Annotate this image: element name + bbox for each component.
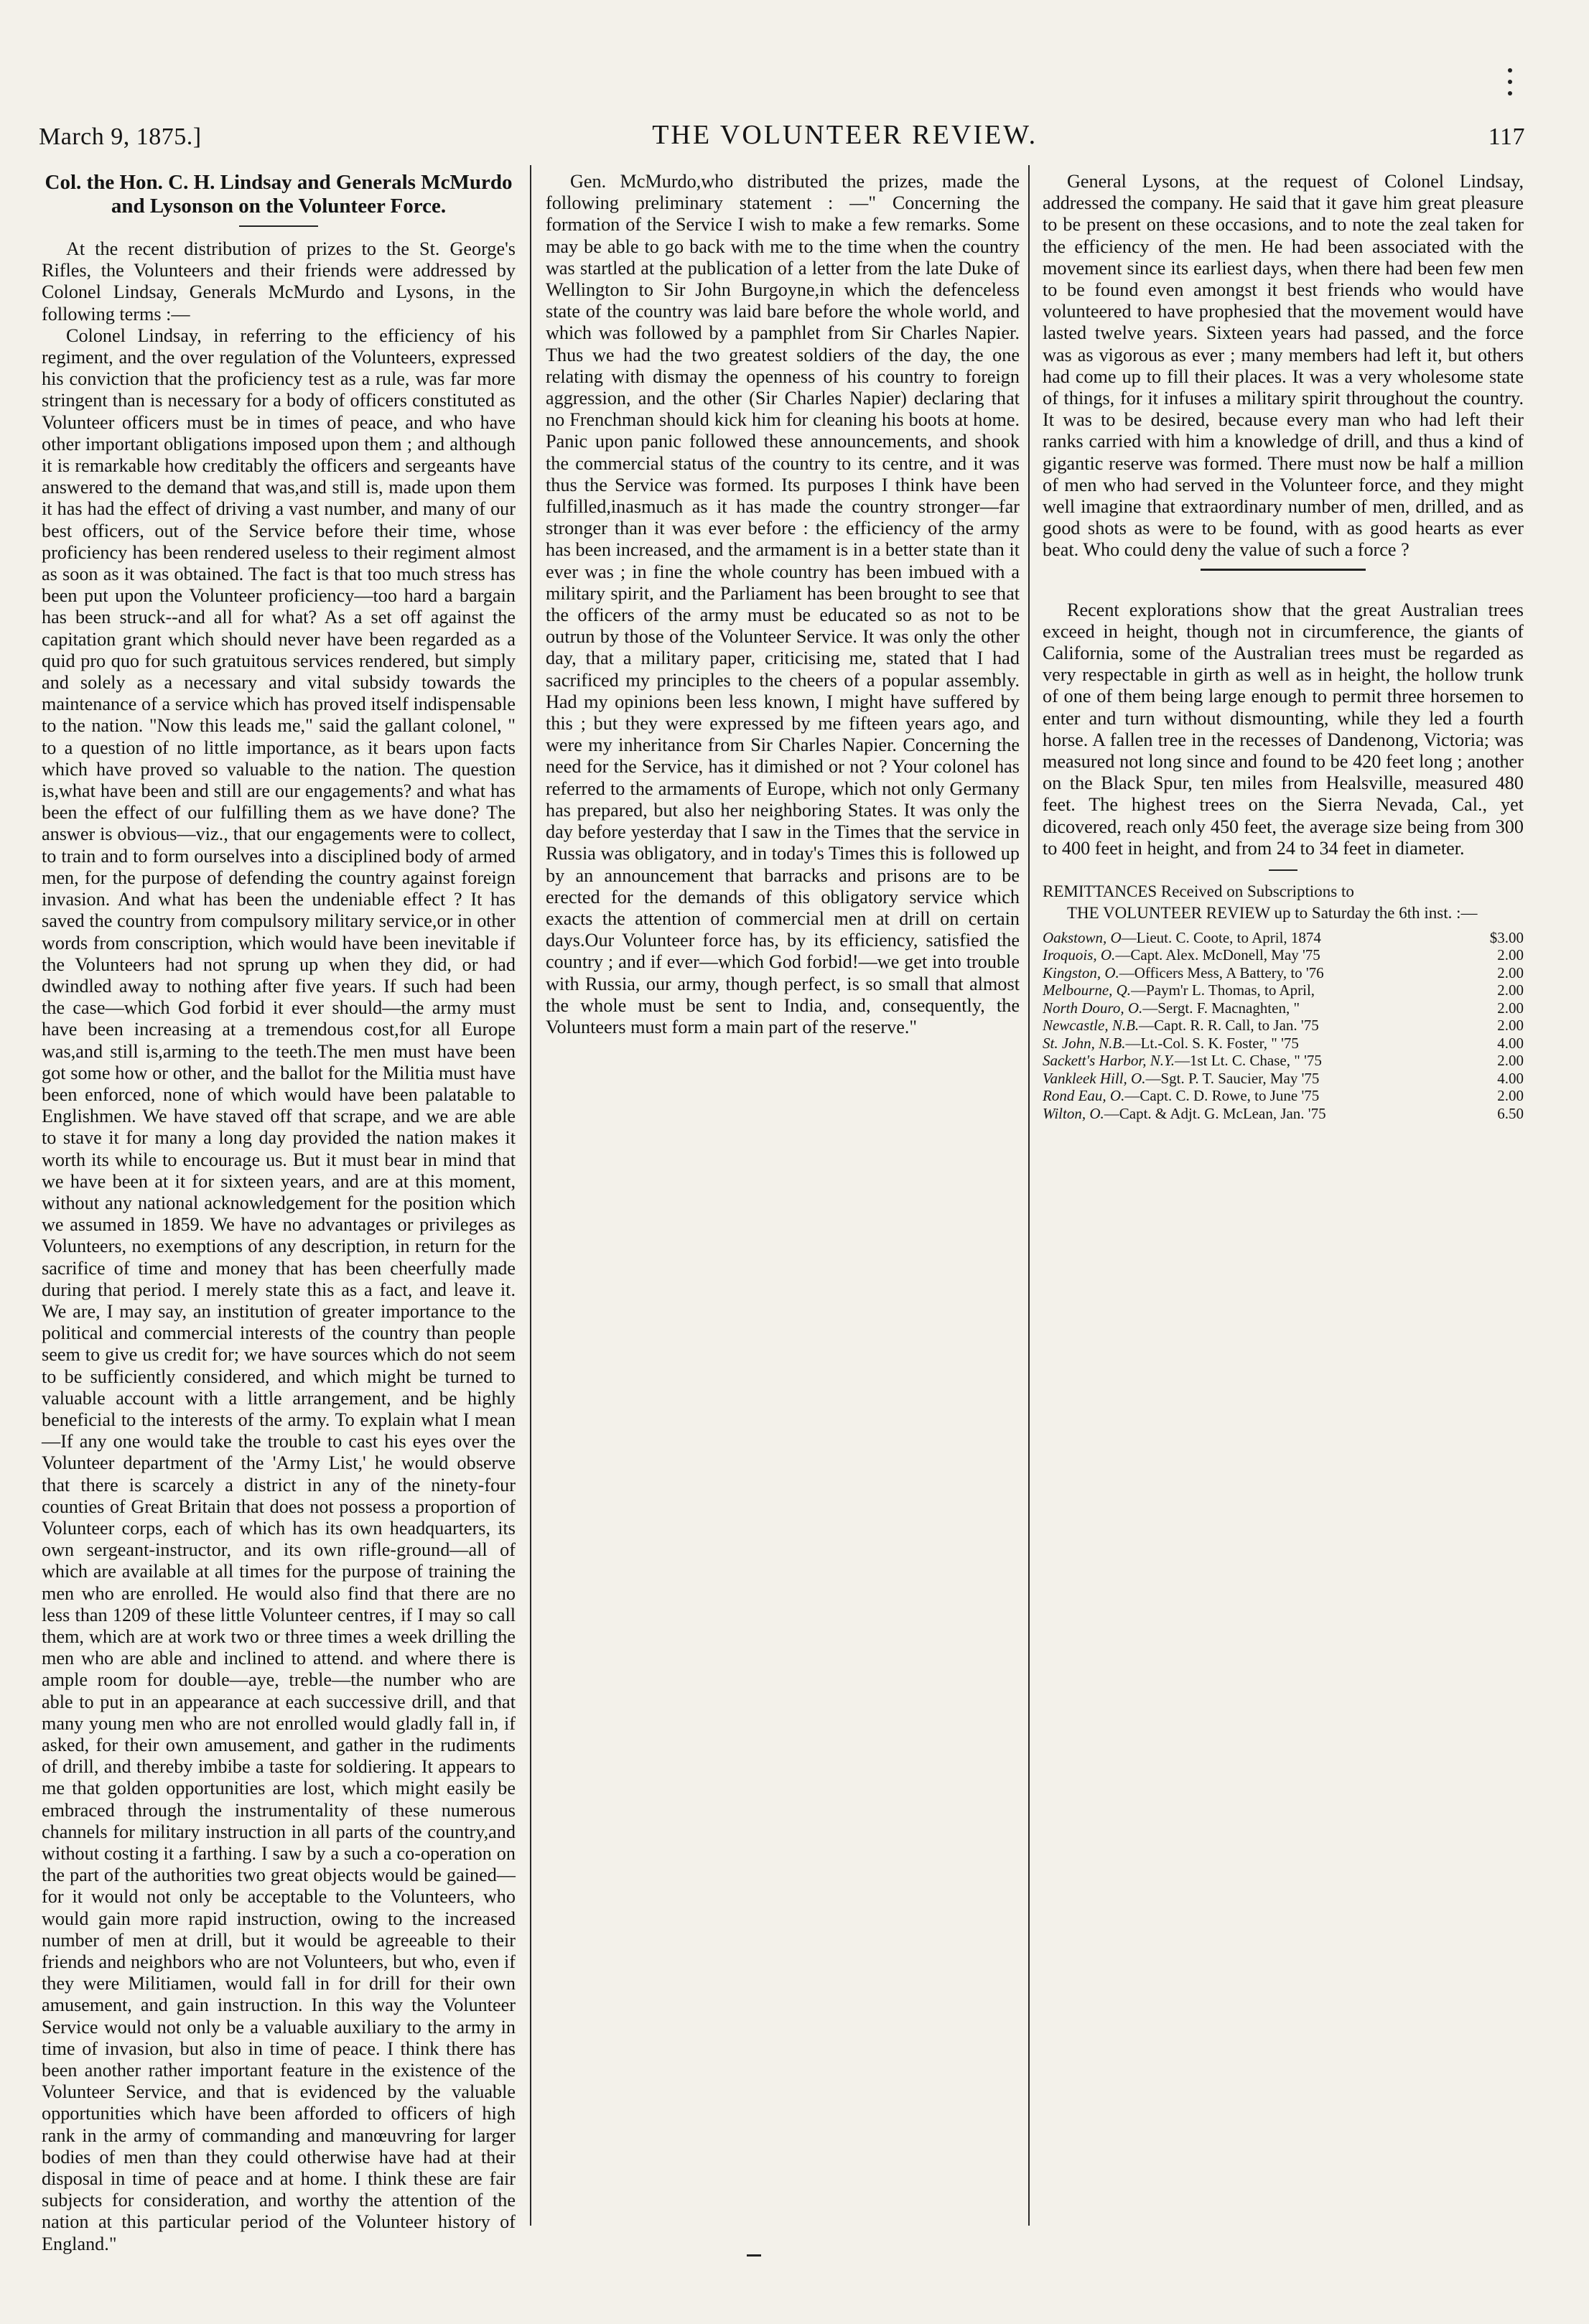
remittance-detail: —Paym'r L. Thomas, to April, xyxy=(1131,981,1315,999)
remittance-detail: —Lieut. C. Coote, to April, 1874 xyxy=(1121,928,1321,946)
remittance-text xyxy=(1043,1105,1326,1123)
page-header xyxy=(39,108,1525,151)
remittance-detail: —Capt. R. R. Call, to Jan. '75 xyxy=(1139,1017,1319,1034)
column-3 xyxy=(1043,171,1524,1122)
remittance-text xyxy=(1043,1035,1299,1053)
remittance-entry xyxy=(1043,929,1524,947)
article-lindsay-paragraph: Colonel Lindsay, in referring to the efficiency of his regiment, and the over regulation of the Volunteers, expressed his conviction that the proficiency test as a rule, was far more stringent than is necessary for a body of officers constituted as Volunteer officers must be in times of peace, and who have other important obligations imposed upon them ; and although it is remarkable how creditably the officers and sergeants have answered to the demand that was,and still is, made upon them it has had the effect of driving a vast number, and many of our best officers, out of the Service before their time, whose proficiency has been rendered useless to their regiment almost as soon as it was obtained. The fact is that too much stress has been put upon the Volunteer proficiency—too hard a bargain has been struck--and all for what? As a set off against the capitation grant which should never have been regarded as a quid pro quo for such gratuitous services rendered, but simply and solely as a necessary and vital subsidy towards the maintenance of a service which has proved itself indispensable to the nation. "Now this leads me," said the gallant colonel, " to a question of no little importance, as it bears upon facts which have proved so valuable to the nation. The question is,what have been and still are our engagements? and what has been the effect of our fulfilling them as we have done? The answer is obvious—viz., that our engagements were to collect, to train and to form ourselves into a disciplined body of armed men, for the purpose of defending the country against foreign invasion. And what has been the undeniable effect ? It has saved the country from compulsory military service,or in other words from conscription, which would have been inevitable if the Volunteers had not sprung up when they did, or had dwindled away to nothing after five years. If such had been the case—which God forbid it ever should—the army must have been increasing at a tremendous cost,for all Europe was,and still is,arming to the teeth.The men must have been got some how or other, and the ballot for the Militia must have been enforced, none of which would have been palatable to Englishmen. We have staved off that scrape, and we are able to stave it for many a long day provided the nation makes it worth its while to encourage us. But it must bear in mind that we have been at it for sixteen years, and are at this moment, without any national acknowledgement for the position which we assumed in 1859. We have no advantages or privileges as Volunteers, no exemptions of any description, in return for the sacrifice of time and money that has been cheerfully made during that period. I merely state this as a fact, and leave it. We are, I may say, an institution of greater importance to the political and commercial interests of the country than people seem to give us credit for; we have sources which do not seem to be sufficiently considered, and which might be turned to valuable account with a little arrangement, and be highly beneficial to the interests of the army. To explain what I mean—If any one would take the trouble to cast his eyes over the Volunteer department of the 'Army List,' he would observe that there is scarcely a district in any of the ninety-four counties of Great Britain that does not possess a proportion of Volunteer corps, each of which has its own headquarters, its own sergeant-instructor, and its own rifle-ground—all of which are available at all times for the purpose of training the men who are enrolled. He would also find that there are no less than 1209 of these little Volunteer centres, if I may so call them, which are at work two or three times a week drilling the men who are able and inclined to attend. and where there is ample room for double—aye, treble—the number who are able to put in an appearance at each successive drill, and that many young men who are not enrolled would gladly fall in, if asked, for their own amusement, and gather in the rudiments of drill, and thereby imbibe a taste for soldiering. It appears to me that golden opportunities are lost, which might easily be embraced through the instrumentality of these numerous channels for military instruction in all parts of the country,and without costing it a farthing. I saw by a such a co-operation on the part of the authorities two great objects would be gained—for it would not only be acceptable to the Volunteers, who would gain more rapid instruction, owing to the increased number of men at drill, but it would be agreeable to their friends and neighbors who are not Volunteers, but who, even if they were Militiamen, would fall in for drill for their own amusement, and gain instruction. In this way the Volunteer Service would not only be a valuable auxiliary to the army in time of invasion, but also in time of peace. I think there has been another rather important feature in the existence of the Volunteer Service, and that is evidenced by the valuable opportunities which have been afforded to officers of high rank in the army of commanding and manœuvring for larger bodies of men than they could otherwise have had at their disposal in time of peace and at home. I think these are fair subjects for consideration, and worthy the attention of the nation at this particular period of the Volunteer history of England." xyxy=(42,325,516,2254)
remittance-amount: 2.00 xyxy=(1497,963,1524,981)
remittance-detail: —Sgt. P. T. Saucier, May '75 xyxy=(1145,1069,1320,1087)
remittance-entry xyxy=(1043,1105,1524,1123)
remittance-place: Melbourne, Q. xyxy=(1043,981,1132,999)
remittance-detail: —Capt. Alex. McDonell, May '75 xyxy=(1115,946,1320,963)
remittance-text xyxy=(1043,1052,1322,1070)
remittance-place: Rond Eau, O. xyxy=(1043,1087,1125,1104)
column-1 xyxy=(42,171,516,2255)
header-page-number: 117 xyxy=(1488,123,1525,150)
remittance-detail: —Officers Mess, A Battery, to '76 xyxy=(1119,963,1324,981)
margin-marks xyxy=(1508,68,1512,97)
remittance-amount: 4.00 xyxy=(1497,1069,1524,1087)
australian-trees-paragraph: Recent explorations show that the great Australian trees exceed in height, though not in circumference, the giants of California, some of the Australian trees must be regarded as very respectable in girth as well as in height, the hollow trunk of one of them being large enough to permit three horsemen to enter and turn without dismounting, while they led a fourth horse. A fallen tree in the recesses of Dandenong, Victoria; was measured not long since and found to be 420 feet long ; another on the Black Spur, ten miles from Healsville, measured 480 feet. The highest trees on the Sierra Nevada, Cal., yet dicovered, reach only 450 feet, the average size being from 300 to 400 feet in height, and from 24 to 34 feet in diameter. xyxy=(1043,599,1524,859)
remittance-place: Wilton, O. xyxy=(1043,1104,1104,1122)
remittance-text xyxy=(1043,1087,1319,1105)
remittance-place: Kingston, O. xyxy=(1043,963,1119,981)
remittances-subheading: THE VOLUNTEER REVIEW up to Saturday the 6th inst. :— xyxy=(1067,904,1478,923)
remittance-entry xyxy=(1043,1087,1524,1105)
remittance-text xyxy=(1043,964,1324,982)
remittance-entry xyxy=(1043,1035,1524,1053)
remittance-amount: 2.00 xyxy=(1497,981,1524,999)
remittance-text xyxy=(1043,981,1315,999)
column-rule-1 xyxy=(530,165,531,2226)
remittance-text xyxy=(1043,929,1321,947)
article-lysons-paragraph: General Lysons, at the request of Colonel Lindsay, addressed the company. He said that it gave him great pleasure to be present on these occasions, and to note the zeal taken for the efficiency of the men. He had been associated with the movement since its earliest days, when there had been few men to be found even amongst it best friends who would have volunteered to have prophesied that the movement would have lasted twelve years. Sixteen years had passed, and the force was as vigorous as ever ; many members had left it, but others had come up to fill their places. It was a very wholesome state of things, for it infuses a military spirit throughout the country. It was to be desired, because every man who had left their ranks carried with him a knowledge of drill, and thus a kind of gigantic reserve was formed. There must now be half a million of men who had served in the Volunteer force, and they might well imagine that extraordinary number of men, drilled, and as good shots as were to be found, with as good hearts as ever beat. Who could deny the value of such a force ? xyxy=(1043,171,1524,561)
remittance-entry xyxy=(1043,981,1524,999)
article-title: Col. the Hon. C. H. Lindsay and Generals McMurdo and Lysonson on the Volunteer Force. xyxy=(45,171,513,218)
column-2 xyxy=(546,171,1020,1038)
remittance-entry xyxy=(1043,964,1524,982)
remittance-place: Vankleek Hill, O. xyxy=(1043,1069,1146,1087)
article-end-rule xyxy=(1201,569,1366,571)
remittances-list xyxy=(1043,929,1524,1123)
remittance-entry xyxy=(1043,946,1524,964)
remittance-detail: —Capt. & Adjt. G. McLean, Jan. '75 xyxy=(1104,1104,1326,1122)
remittances-heading: REMITTANCES Received on Subscriptions to xyxy=(1043,882,1354,901)
remittance-amount: 2.00 xyxy=(1497,1087,1524,1104)
remittance-place: St. John, N.B. xyxy=(1043,1034,1126,1052)
header-title: THE VOLUNTEER REVIEW. xyxy=(652,120,1038,150)
header-date: March 9, 1875.] xyxy=(39,123,202,150)
remittance-place: Sackett's Harbor, N.Y. xyxy=(1043,1052,1175,1069)
remittance-place: Oakstown, O xyxy=(1043,928,1122,946)
remittance-text xyxy=(1043,1017,1319,1035)
title-divider xyxy=(239,225,318,227)
remittance-amount: 2.00 xyxy=(1497,1017,1524,1034)
remittance-detail: —Capt. C. D. Rowe, to June '75 xyxy=(1124,1087,1320,1104)
remittance-entry xyxy=(1043,1017,1524,1035)
remittance-entry xyxy=(1043,1070,1524,1088)
column-rule-2 xyxy=(1028,165,1030,2226)
remittance-text xyxy=(1043,1070,1319,1088)
article-intro-paragraph: At the recent distribution of prizes to the St. George's Rifles, the Volunteers and their friends were addressed by Colonel Lindsay, Generals McMurdo and Lysons, in the following terms :— xyxy=(42,238,516,325)
remittance-place: Iroquois, O. xyxy=(1043,946,1116,963)
remittance-amount: 2.00 xyxy=(1497,1052,1524,1069)
remittance-amount: 2.00 xyxy=(1497,999,1524,1017)
section-divider xyxy=(1269,869,1297,871)
remittance-place: North Douro, O. xyxy=(1043,999,1143,1017)
remittance-entry xyxy=(1043,999,1524,1017)
remittance-amount: 2.00 xyxy=(1497,946,1524,963)
remittance-amount: 4.00 xyxy=(1497,1034,1524,1052)
remittance-detail: —Sergt. F. Macnaghten, " xyxy=(1142,999,1300,1017)
remittance-text xyxy=(1043,999,1300,1017)
remittance-detail: —Lt.-Col. S. K. Foster, " '75 xyxy=(1125,1034,1299,1052)
remittance-amount: 6.50 xyxy=(1497,1104,1524,1122)
article-mcmurdo-paragraph: Gen. McMurdo,who distributed the prizes, made the following preliminary statement : —" Concerning the formation of the Service I wish to make a few remarks. Some may be able to go back with me to the time when the country was startled at the publication of a letter from the late Duke of Wellington to Sir John Burgoyne,in which the defenceless state of the country was laid bare before the whole world, and which was followed by a pamphlet from Sir Charles Napier. Thus we had the two greatest soldiers of the day, the one relating with dismay the openness of his country to foreign aggression, and the other (Sir Charles Napier) declaring that no Frenchman should kick him for cleaning his boots at home. Panic upon panic followed these announcements, and shook the commercial status of the country to its centre, and it was thus the Service was formed. Its purposes I think have been fulfilled,inasmuch as it has made the country stronger—far stronger than it was ever before : the efficiency of the army has been increased, and the armament is in a better state than it ever was ; in fine the whole country has been imbued with a military spirit, and the Parliament has been brought to see that the officers of the army must be educated so as not to be outrun by those of the Volunteer Service. It was only the other day, that a military paper, criticising me, stated that I had sacrificed my principles to the cheers of a popular assembly. Had my opinions been less known, I might have suffered by this ; but they were expressed by me fifteen years ago, and were my inheritance from Sir Charles Napier. Concerning the need for the Service, has it dimished or not ? Your colonel has referred to the armaments of Europe, which not only Germany has prepared, but also her neighboring States. It was only the day before yesterday that I saw in the Times that the service in Russia was obligatory, and in today's Times this is followed up by an announcement that barracks and prisons are to be erected for the demands of this obligatory service which exacts the attention of commercial men at drill on certain days.Our Volunteer force has, by its efficiency, satisfied the country ; and if ever—which God forbid!—we get into trouble with Russia, our army, though perfect, is so small that almost the whole must be sent to India, and, consequently, the Volunteers must form a main part of the reserve." xyxy=(546,171,1020,1037)
remittance-text xyxy=(1043,946,1320,964)
remittance-amount: $3.00 xyxy=(1489,928,1524,946)
remittance-entry xyxy=(1043,1052,1524,1070)
page-bottom-mark xyxy=(747,2254,761,2257)
remittance-detail: —1st Lt. C. Chase, " '75 xyxy=(1175,1052,1322,1069)
remittance-place: Newcastle, N.B. xyxy=(1043,1017,1140,1034)
